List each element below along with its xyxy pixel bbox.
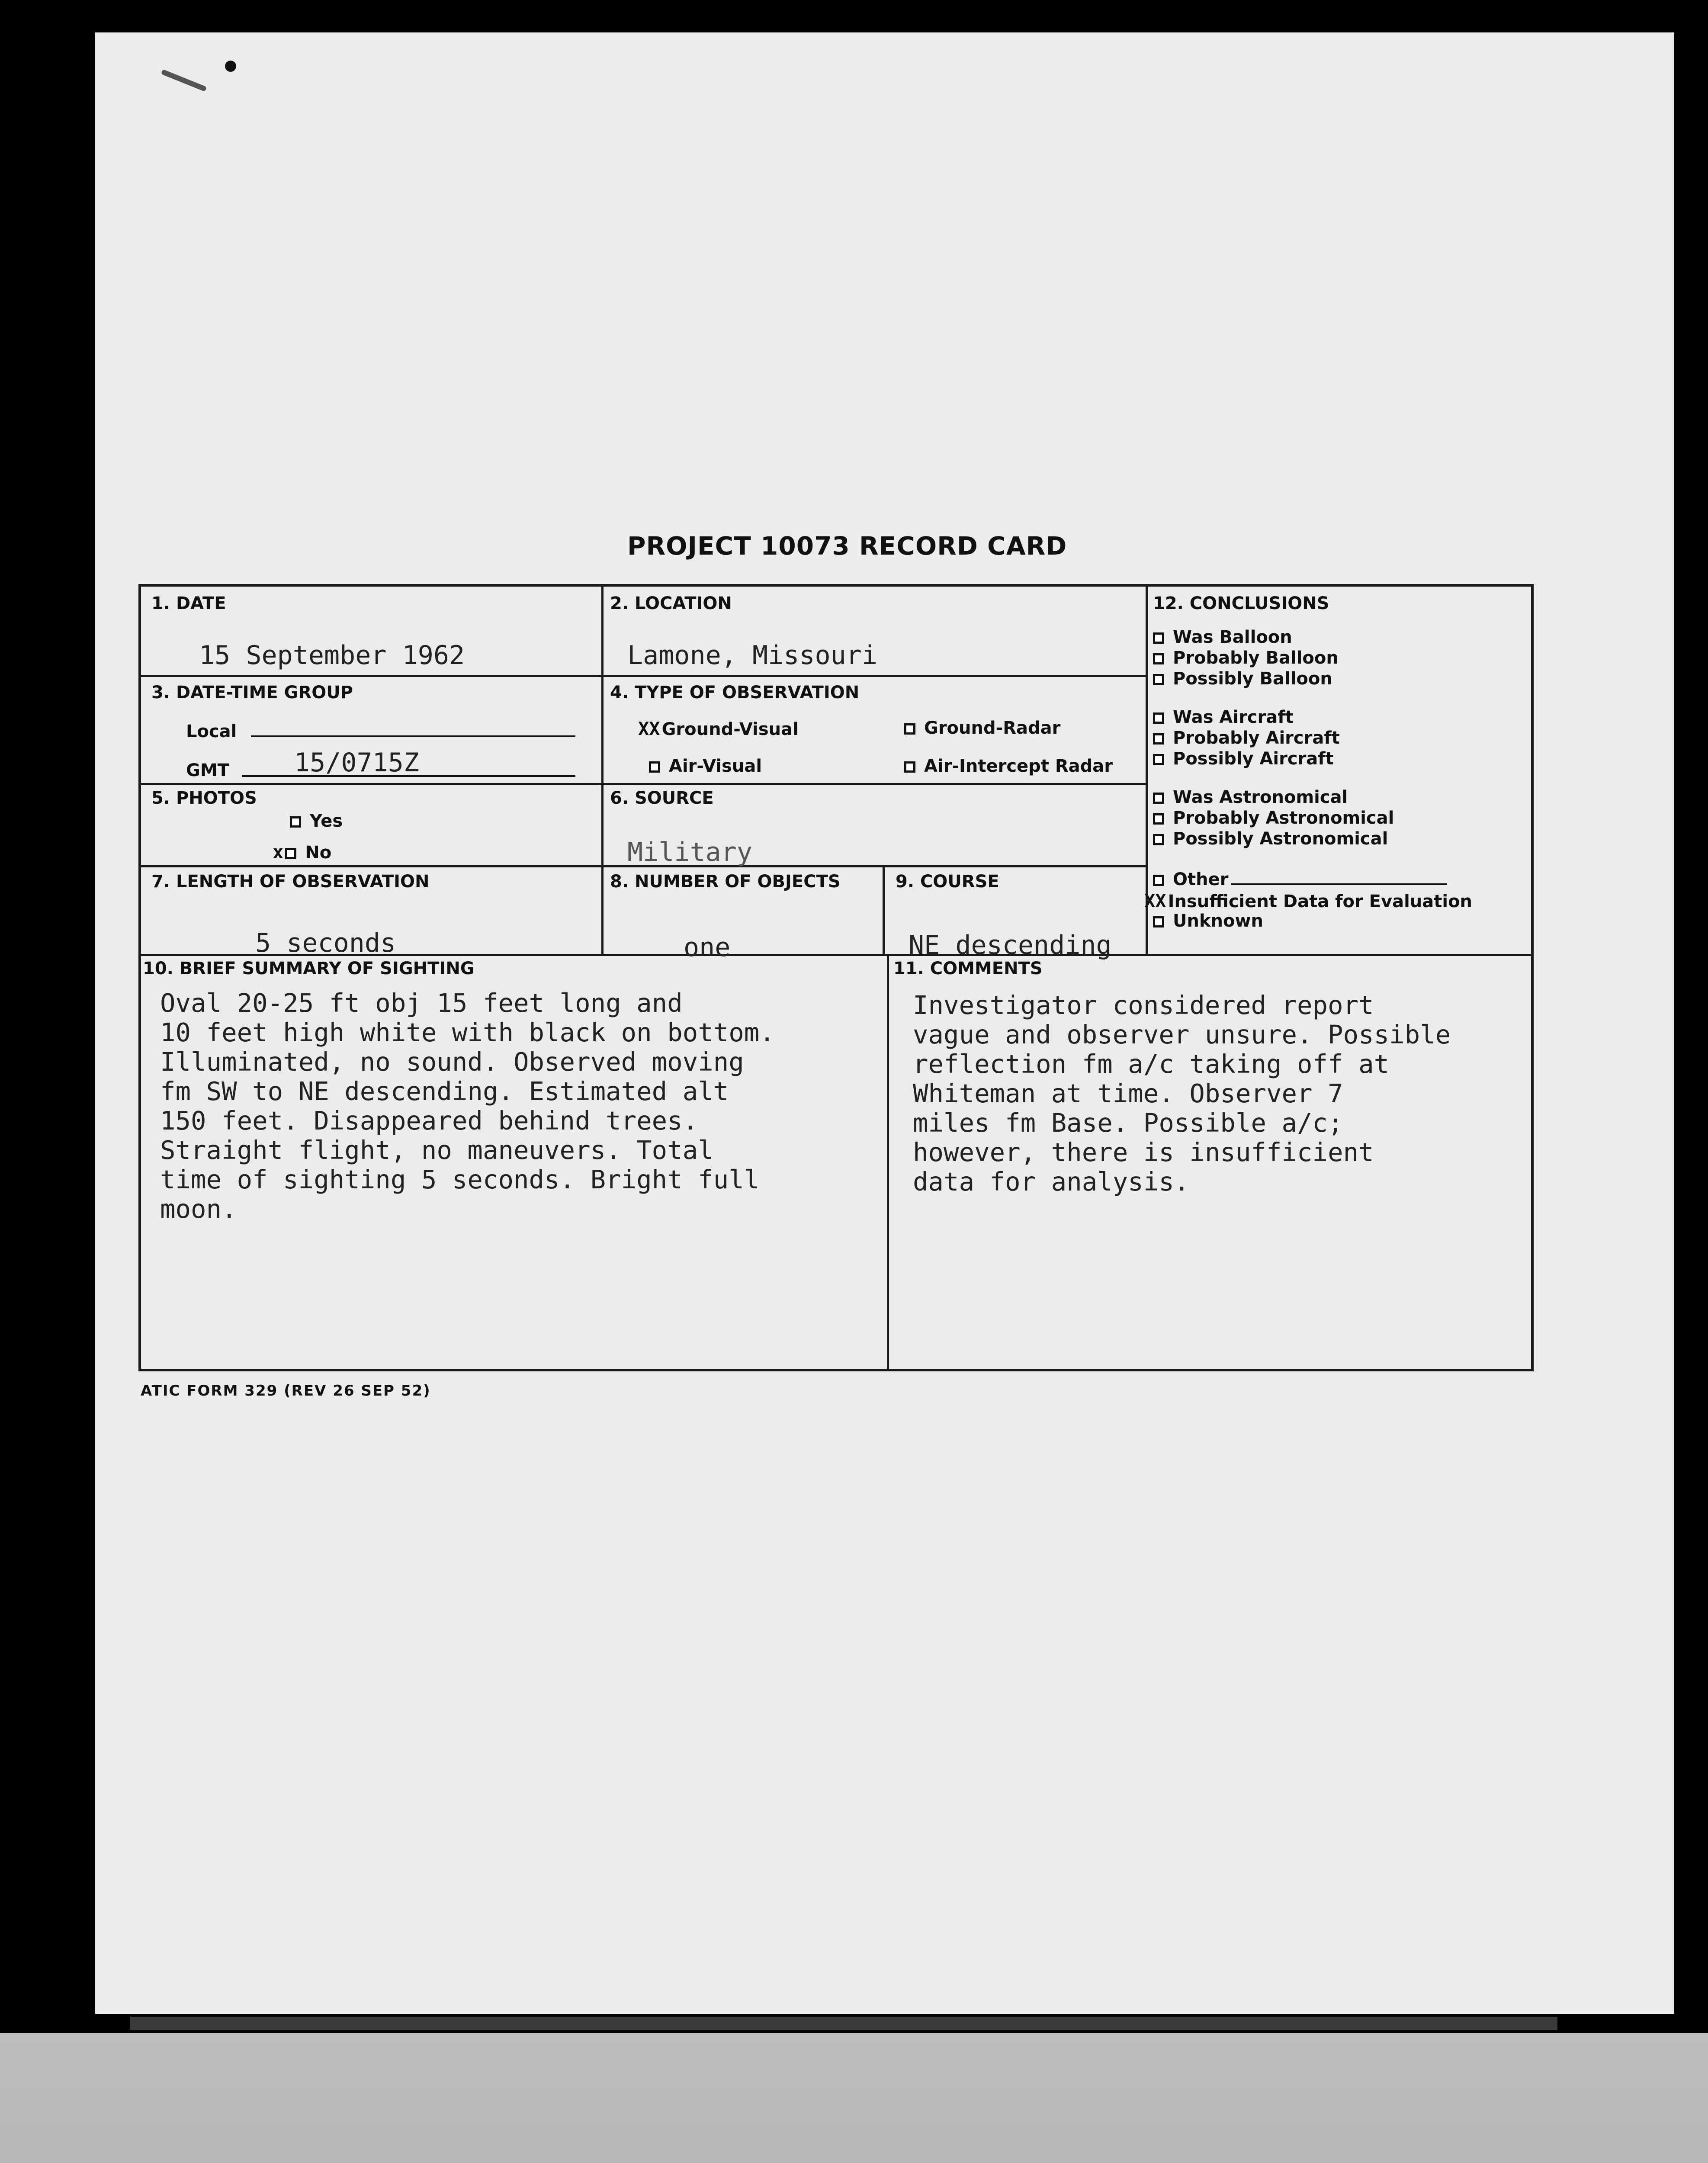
- source-label: 6. SOURCE: [610, 788, 714, 808]
- ground-visual-check: XX: [638, 718, 660, 739]
- conclusion-checkbox: [1153, 875, 1164, 886]
- photos-yes-checkbox: [290, 816, 301, 828]
- gmt-label: GMT: [186, 761, 229, 780]
- conclusion-item-checked: XX Insufficient Data for Evaluation: [1144, 890, 1473, 911]
- divider-h2: [138, 783, 1146, 785]
- summary-text: [160, 988, 775, 1224]
- conclusion-checkbox: [1153, 674, 1164, 685]
- photos-no-text: No: [305, 843, 332, 863]
- conclusion-item: Possibly Aircraft: [1153, 749, 1334, 769]
- source-value: Military: [627, 837, 752, 867]
- ground-visual-option: [638, 718, 799, 739]
- summary-line: time of sighting 5 seconds. Bright full: [160, 1165, 760, 1194]
- conclusion-item: Possibly Balloon: [1153, 669, 1332, 689]
- conclusion-check-mark: XX: [1144, 890, 1166, 911]
- conclusion-checkbox: [1153, 813, 1164, 825]
- date-value: 15 September 1962: [199, 640, 465, 671]
- course-label: 9. COURSE: [896, 872, 999, 892]
- conclusion-checkbox: [1153, 712, 1164, 724]
- dtg-label: 3. DATE-TIME GROUP: [151, 683, 353, 703]
- air-visual-checkbox: [649, 761, 660, 773]
- comments-line: however, there is insufficient: [913, 1137, 1374, 1167]
- ground-radar-text: Ground-Radar: [924, 718, 1061, 738]
- length-value: 5 seconds: [255, 928, 396, 958]
- objects-label: 8. NUMBER OF OBJECTS: [610, 872, 841, 892]
- gmt-fill-line: [242, 775, 575, 777]
- photos-label: 5. PHOTOS: [151, 788, 257, 808]
- photos-no-option: [273, 841, 331, 863]
- summary-label: 10. BRIEF SUMMARY OF SIGHTING: [143, 959, 475, 979]
- gmt-value: 15/0715Z: [294, 748, 419, 778]
- summary-line: fm SW to NE descending. Estimated alt: [160, 1076, 729, 1106]
- ground-radar-checkbox: [904, 723, 915, 735]
- air-intercept-checkbox: [904, 761, 915, 773]
- photos-no-mark: x: [273, 841, 284, 863]
- conclusion-item: Probably Aircraft: [1153, 728, 1340, 748]
- conclusion-checkbox: [1153, 793, 1164, 804]
- comments-line: Investigator considered report: [913, 990, 1374, 1020]
- other-fill-line: [1231, 883, 1447, 885]
- form-title: PROJECT 10073 RECORD CARD: [627, 531, 1067, 561]
- card-border-left: [138, 584, 141, 1371]
- conclusions-label: 12. CONCLUSIONS: [1153, 594, 1329, 613]
- backing-area: [0, 2033, 1708, 2163]
- summary-line: 150 feet. Disappeared behind trees.: [160, 1106, 698, 1136]
- photos-yes-text: Yes: [310, 811, 343, 831]
- summary-line: Straight flight, no maneuvers. Total: [160, 1135, 713, 1165]
- photos-yes-option: [290, 811, 343, 831]
- sheet-shadow: [130, 2017, 1557, 2030]
- air-visual-option: [649, 756, 762, 776]
- conclusion-checkbox: [1153, 916, 1164, 927]
- comments-line: miles fm Base. Possible a/c;: [913, 1108, 1343, 1138]
- objects-value: one: [684, 932, 731, 963]
- conclusion-item: Probably Balloon: [1153, 648, 1339, 668]
- air-visual-text: Air-Visual: [669, 756, 762, 776]
- conclusion-item: Unknown: [1153, 911, 1263, 931]
- conclusion-item: Probably Astronomical: [1153, 808, 1394, 828]
- local-label: Local: [186, 722, 237, 741]
- conclusion-item: Possibly Astronomical: [1153, 829, 1388, 849]
- ground-visual-text: Ground-Visual: [661, 719, 799, 739]
- summary-line: Oval 20-25 ft obj 15 feet long and: [160, 988, 683, 1018]
- comments-line: data for analysis.: [913, 1167, 1190, 1197]
- photos-no-checkbox: [285, 848, 296, 859]
- form-footer: ATIC FORM 329 (REV 26 SEP 52): [141, 1382, 431, 1399]
- divider-v4: [887, 954, 889, 1371]
- air-intercept-option: [904, 756, 1113, 776]
- conclusion-item: Was Balloon: [1153, 627, 1292, 647]
- card-border-right: [1531, 584, 1534, 1371]
- conclusion-checkbox: [1153, 834, 1164, 845]
- divider-v3: [883, 865, 885, 954]
- date-label: 1. DATE: [151, 594, 226, 613]
- divider-h1: [138, 675, 1146, 677]
- summary-line: 10 feet high white with black on bottom.: [160, 1017, 775, 1047]
- divider-v1: [601, 584, 604, 954]
- type-obs-label: 4. TYPE OF OBSERVATION: [610, 683, 860, 703]
- conclusion-checkbox: [1153, 733, 1164, 745]
- comments-line: reflection fm a/c taking off at: [913, 1049, 1390, 1079]
- location-value: Lamone, Missouri: [627, 640, 877, 671]
- conclusion-checkbox: [1153, 632, 1164, 644]
- ground-radar-option: [904, 718, 1060, 738]
- location-label: 2. LOCATION: [610, 594, 732, 613]
- conclusion-checkbox: [1153, 754, 1164, 765]
- card-border-bottom: [138, 1369, 1534, 1371]
- card-border-top: [138, 584, 1534, 587]
- summary-line: moon.: [160, 1194, 237, 1224]
- air-intercept-text: Air-Intercept Radar: [924, 756, 1113, 776]
- summary-line: Illuminated, no sound. Observed moving: [160, 1047, 744, 1077]
- comments-line: Whiteman at time. Observer 7: [913, 1078, 1343, 1108]
- conclusion-item: Was Aircraft: [1153, 707, 1294, 727]
- conclusion-item-other: Other: [1153, 870, 1447, 889]
- comments-line: vague and observer unsure. Possible: [913, 1020, 1451, 1049]
- conclusion-item: Was Astronomical: [1153, 787, 1348, 807]
- comments-label: 11. COMMENTS: [893, 959, 1043, 979]
- record-card: [138, 584, 1534, 1371]
- comments-text: [913, 991, 1451, 1197]
- ink-dot: [225, 61, 236, 72]
- conclusion-checkbox: [1153, 653, 1164, 664]
- course-value: NE descending: [909, 930, 1112, 960]
- length-label: 7. LENGTH OF OBSERVATION: [151, 872, 430, 892]
- local-fill-line: [251, 735, 575, 737]
